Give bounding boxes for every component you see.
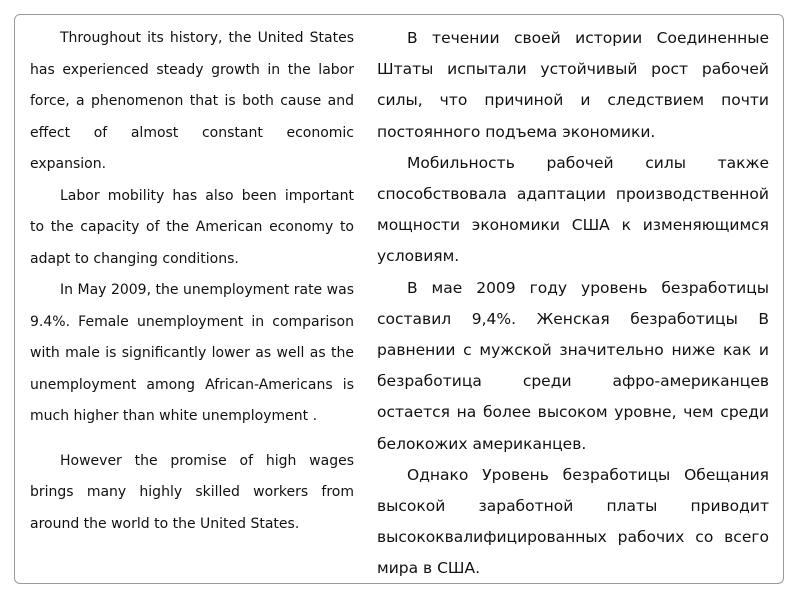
russian-column [377, 23, 769, 585]
english-paragraph-3: In May 2009, the unemployment rate was 9.4%. Female unemployment in comparison with male is significantly lower as well as the unemployment among African-Americans is much higher than white unemployment . [30, 282, 354, 424]
english-column [30, 23, 354, 540]
russian-paragraph-4: Однако Уровень безработицы Обещания высокой заработной платы приводит высококвалифицированных рабочих со всего мира в США. [377, 465, 769, 578]
russian-paragraph-2: Мобильность рабочей силы также способствовала адаптации производственной мощности экономики США к изменяющимся условиям. [377, 153, 769, 266]
russian-paragraph-1: В течении своей истории Соединенные Штаты испытали устойчивый рост рабочей силы, что причиной и следствием почти постоянного подъема экономики. [377, 29, 769, 141]
english-paragraph-4: However the promise of high wages brings many highly skilled workers from around the world to the United States. [30, 452, 354, 532]
english-paragraph-2: Labor mobility has also been important to the capacity of the American economy to adapt to changing conditions. [30, 187, 354, 267]
russian-paragraph-3: В мае 2009 году уровень безработицы составил 9,4%. Женская безработицы В равнении с мужской значительно ниже как и безработица среди афро-американцев остается на более высоком уровне, чем среди белокожих американцев. [377, 278, 769, 453]
document-page [14, 14, 784, 584]
english-paragraph-1: Throughout its history, the United States has experienced steady growth in the labor force, a phenomenon that is both cause and effect of almost constant economic expansion. [30, 30, 354, 172]
